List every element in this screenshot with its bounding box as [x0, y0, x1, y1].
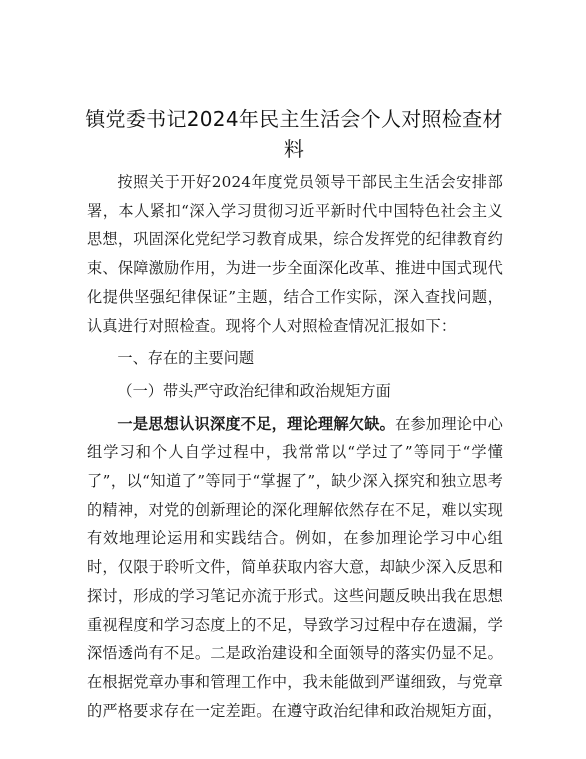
intro-paragraph: 按照关于开好2024年度党员领导干部民主生活会安排部署，本人紧扣“深入学习贯彻习近平新时代中国特色社会主义思想，巩固深化党纪学习教育成果，综合发挥党的纪律教育约束、保障激励作用，为进一步全面深化改革、推进中国式现代化提供坚强纪律保证”主题，结合工作实际，深入查找问题，认真进行对照检查。现将个人对照检查情况汇报如下： [87, 173, 503, 335]
document-title: 镇党委书记2024年民主生活会个人对照检查材料 [85, 107, 503, 161]
section-heading-problems: 一、存在的主要问题 [117, 349, 255, 368]
paragraph-body-text: 在参加理论中心组学习和个人自学过程中，我常常以“学过了”等同于“学懂了”，以“知道了”等同于“掌握了”，缺少深入探究和独立思考的精神，对党的创新理论的深化理解依然存在不足，难以实现有效地理论运用和实践结合。例如，在参加理论学习中心组时，仅限于聆听文件，简单获取内容大意，却缺少深入反思和探讨，形成的学习笔记亦流于形式。这些问题反映出我在思想重视程度和学习态度上的不足，导致学习过程中存在遗漏，学深悟透尚有不足。二是政治建设和全面领导的落实仍显不足。在根据党章办事和管理工作中，我未能做到严谨细致，与党章的严格要求存在一定差距。在遵守政治纪律和政治规矩方面， [87, 414, 503, 720]
problem-paragraph [87, 410, 503, 726]
subsection-heading-political-discipline: （一）带头严守政治纪律和政治规矩方面 [117, 381, 391, 400]
paragraph-lead-sentence: 一是思想认识深度不足，理论理解欠缺。 [117, 414, 396, 433]
document-body [87, 168, 503, 725]
